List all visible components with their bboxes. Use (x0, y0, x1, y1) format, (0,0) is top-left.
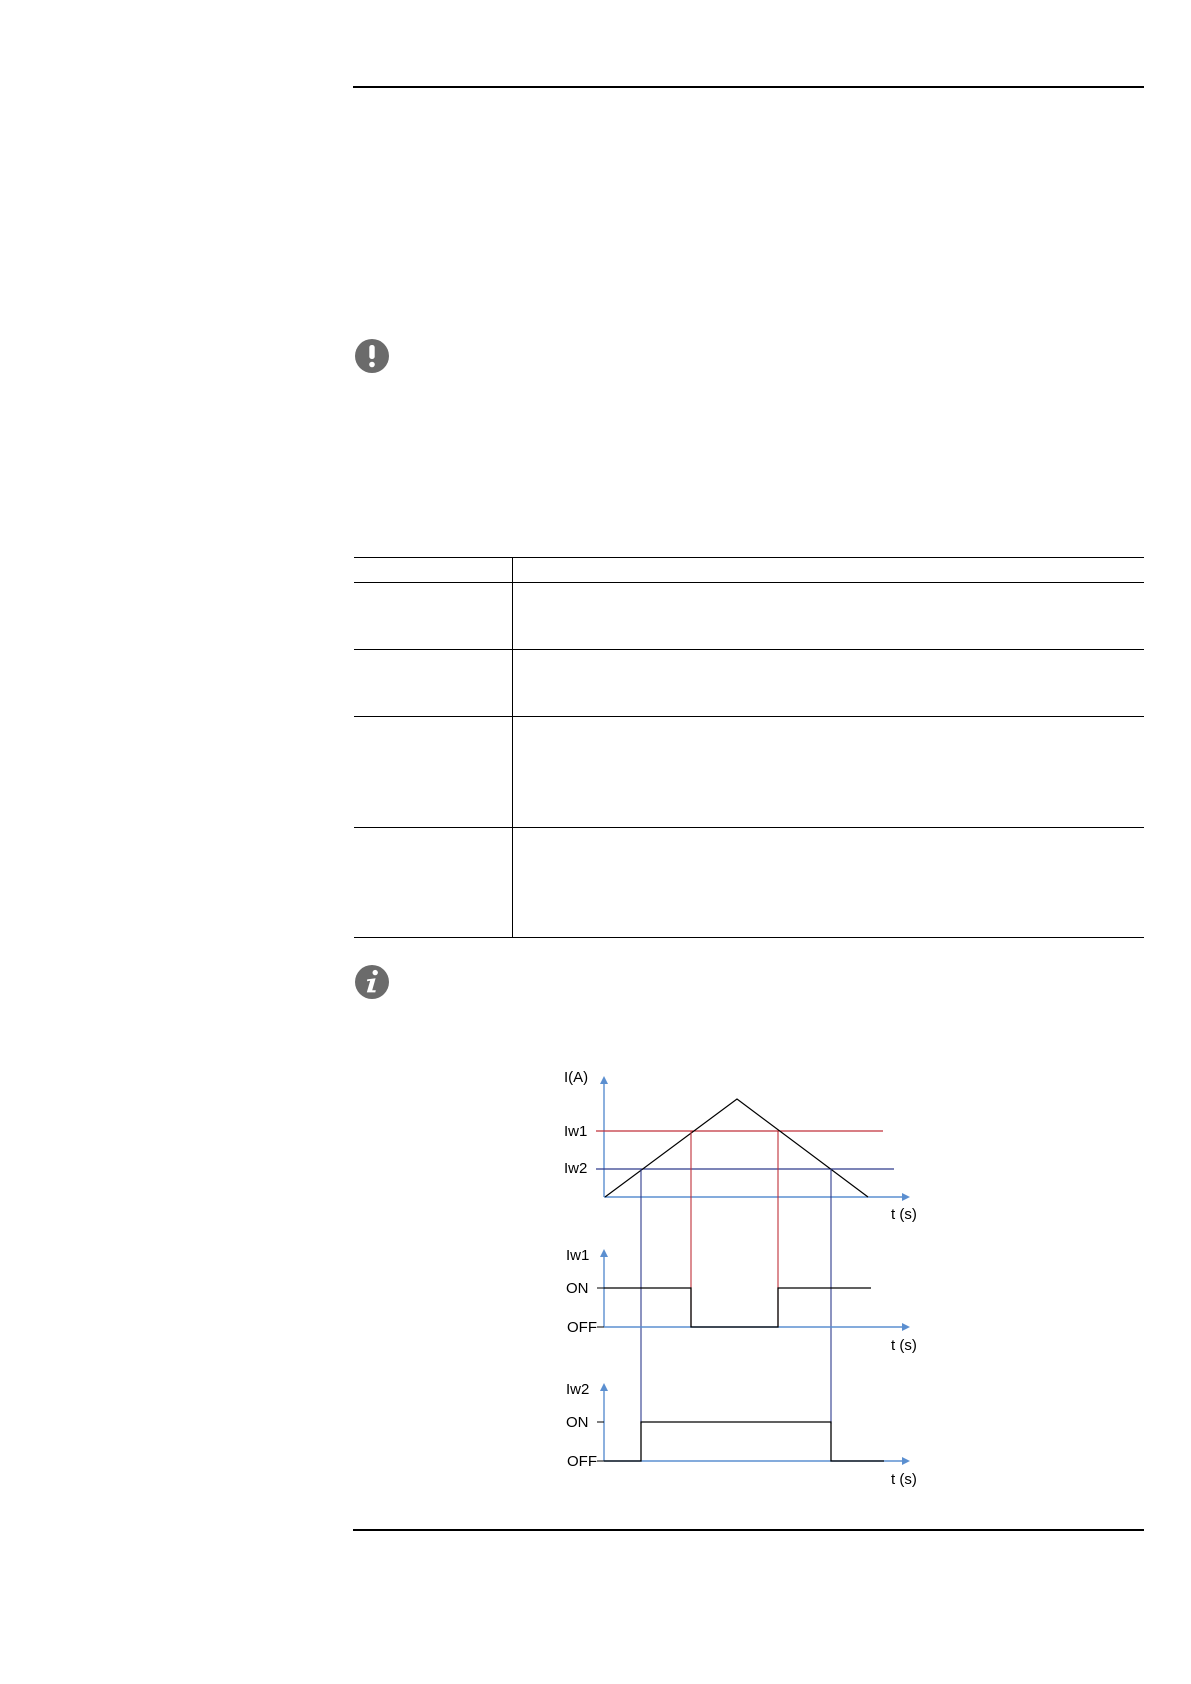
iw1-x-label: t (s) (891, 1337, 917, 1354)
table-cell (513, 828, 1145, 938)
current-y-label: I(A) (564, 1069, 589, 1086)
iw2-state-plot (566, 1381, 917, 1488)
table-row (354, 650, 1144, 717)
iw1-level-label: Iw1 (564, 1123, 588, 1140)
iw1-x-arrow (902, 1323, 910, 1331)
iw1-state-signal (604, 1288, 871, 1327)
table-cell (354, 583, 513, 650)
table-cell (513, 717, 1145, 828)
iw2-x-label: t (s) (891, 1471, 917, 1488)
iw2-y-arrow (600, 1383, 608, 1391)
table-cell (354, 650, 513, 717)
iw1-y-arrow (600, 1249, 608, 1257)
footer-rule (353, 1529, 1144, 1531)
iw2-plot-y-label: Iw2 (566, 1381, 590, 1398)
iw1-on-label: ON (566, 1280, 589, 1297)
current-y-arrow (600, 1076, 608, 1084)
table-cell (354, 828, 513, 938)
current-ramp-line (605, 1099, 868, 1197)
current-x-label: t (s) (891, 1206, 917, 1223)
parameter-table (354, 557, 1144, 938)
info-icon (354, 964, 390, 1000)
iw2-state-signal (604, 1422, 884, 1461)
current-x-arrow (902, 1193, 910, 1201)
iw2-on-label: ON (566, 1414, 589, 1431)
table-row (354, 583, 1144, 650)
current-plot (564, 1069, 917, 1223)
table-header-cell (513, 558, 1145, 583)
table-header-cell (354, 558, 513, 583)
table-cell (354, 717, 513, 828)
crossing-markers (641, 1131, 831, 1424)
table-row (354, 717, 1144, 828)
header-rule (353, 86, 1144, 88)
table-row (354, 828, 1144, 938)
iw2-level-label: Iw2 (564, 1160, 588, 1177)
iw2-x-arrow (902, 1457, 910, 1465)
table-cell (513, 650, 1145, 717)
table-cell (513, 583, 1145, 650)
iw2-off-label: OFF (567, 1453, 597, 1470)
iw1-state-plot (566, 1247, 917, 1354)
table-header-row (354, 558, 1144, 583)
exclamation-icon (354, 338, 390, 374)
iw1-off-label: OFF (567, 1319, 597, 1336)
iw1-plot-y-label: Iw1 (566, 1247, 590, 1264)
